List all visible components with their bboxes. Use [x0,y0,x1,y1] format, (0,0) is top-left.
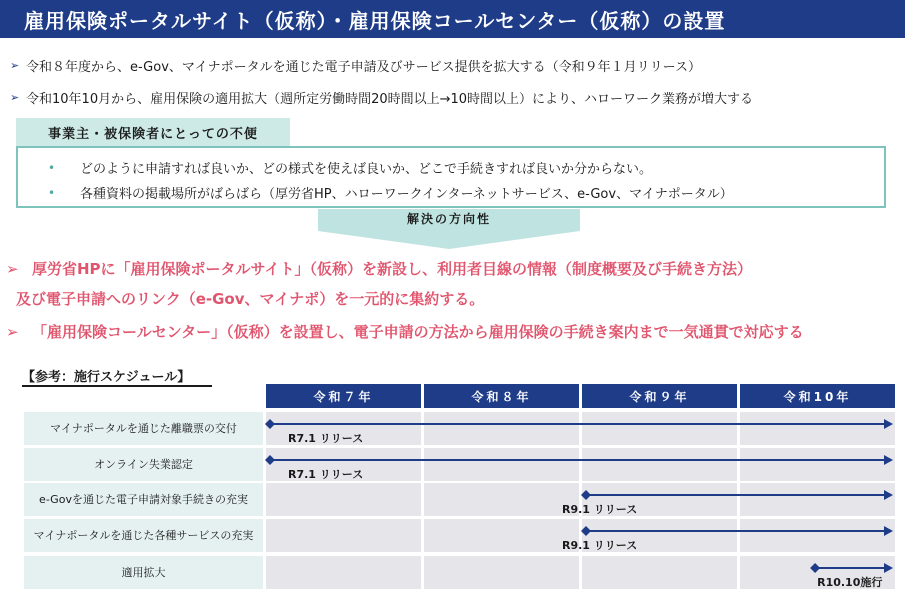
schedule-row-label-line: マイナポータルを通じた [33,529,155,542]
schedule-row-label-line: 適用拡大 [121,566,166,579]
arrowhead-icon [884,526,893,536]
dot-bullet-icon: • [48,160,56,175]
triangle-bullet-icon: ➢ [10,91,20,104]
bullet-text: 令和８年度から、e-Gov、マイナポータルを通じた電子申請及びサービス提供を拡大する（令和９年１月リリース） [26,60,701,75]
page-title: 雇用保険ポータルサイト（仮称）・雇用保険コールセンター（仮称）の設置 [24,8,726,33]
release-label: R9.1 リリース [562,539,638,552]
direction-label: 解決の方向性 [406,212,491,226]
year-header: 令和９年 [582,384,737,408]
schedule-row-label-line: e-Govを通じた [39,493,116,506]
year-header: 令和７年 [266,384,421,408]
year-header: 令和10年 [740,384,895,408]
release-label: R7.1 リリース [288,432,364,445]
schedule-row-label-line: 電子申請対象手続きの充実 [115,493,248,506]
dot-bullet-icon: • [48,185,56,200]
schedule-row-label-line: マイナポータルを通じた離職票の交付 [50,422,237,435]
pain-item-text: どのように申請すれば良いか、どの様式を使えば良いか、どこで手続きすれば良いか分からない。 [80,162,653,177]
schedule-row-label-line: オンライン失業認定 [94,458,193,471]
solution-1-text: 厚労省HPに「雇用保険ポータルサイト」（仮称）を新設し、利用者目線の情報（制度概要及び手続き方法） [32,260,753,278]
arrowhead-icon [884,563,893,573]
milestone-diamond-icon [265,419,275,429]
triangle-bullet-icon: ➢ [10,59,20,72]
release-label: R9.1 リリース [562,503,638,516]
schedule-title: 【参考：施行スケジュール】 [22,370,191,385]
arrowhead-icon [884,419,893,429]
release-label: R7.1 リリース [288,468,364,481]
schedule-row-label-line: 各種サービスの充実 [154,529,254,542]
milestone-diamond-icon [581,526,591,536]
milestone-diamond-icon [810,563,820,573]
milestone-diamond-icon [265,455,275,465]
release-label: R10.10施行 [817,576,883,589]
milestone-diamond-icon [581,490,591,500]
year-header: 令和８年 [424,384,579,408]
arrowhead-icon [884,490,893,500]
triangle-bullet-icon: ➢ [6,260,19,278]
pain-heading: 事業主・被保険者にとっての不便 [16,118,290,146]
solution-1-cont: 及び電子申請へのリンク（e-Gov、マイナポ）を一元的に集約する。 [16,290,485,308]
bullet-text: 令和10年10月から、雇用保険の適用拡大（週所定労働時間20時間以上→10時間以上）により、ハローワーク業務が増大する [26,92,754,107]
arrowhead-icon [884,455,893,465]
triangle-bullet-icon: ➢ [6,323,19,341]
solution-2-text: 「雇用保険コールセンター」（仮称）を設置し、電子申請の方法から雇用保険の手続き案内まで一気通貫で対応する [32,323,804,341]
pain-item-text: 各種資料の掲載場所がばらばら（厚労省HP、ハローワークインターネットサービス、e-Gov、マイナポータル） [80,187,733,202]
